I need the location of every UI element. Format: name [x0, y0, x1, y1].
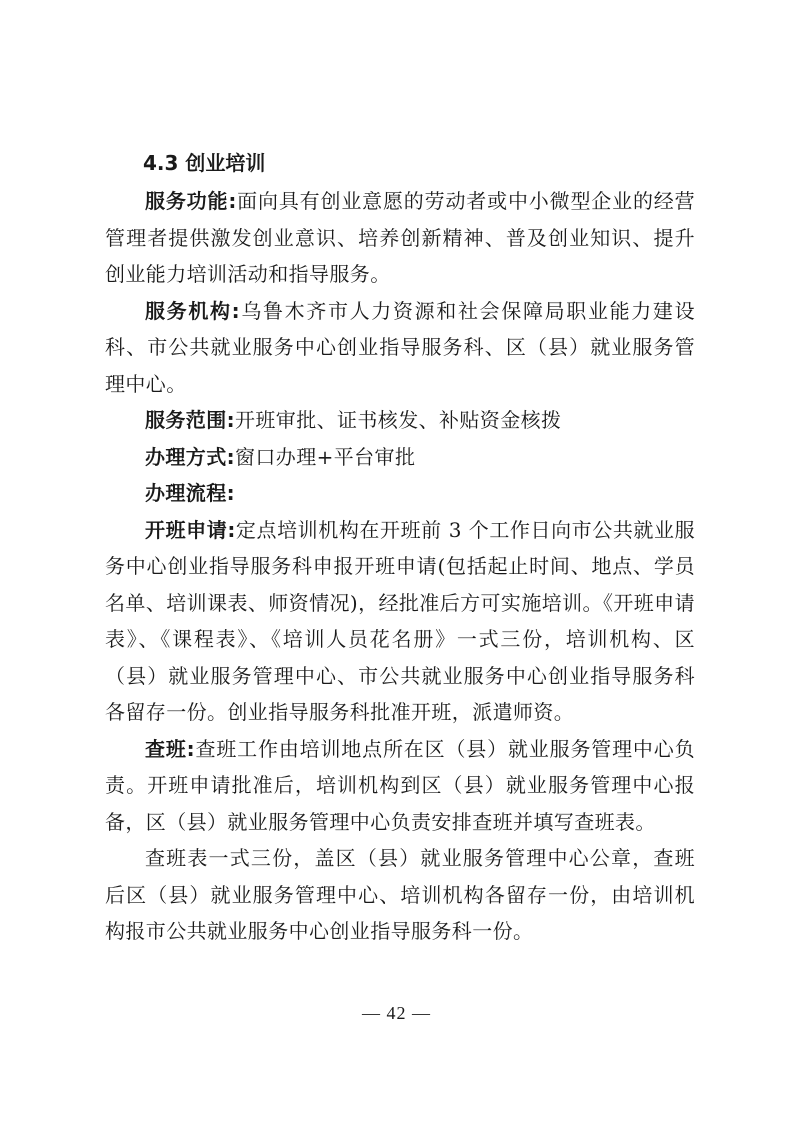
paragraph-text: 窗口办理+平台审批 [235, 444, 416, 469]
page-number: — 42 — [362, 1003, 431, 1023]
paragraph-text: 定点培训机构在开班前 3 个工作日向市公共就业服务中心创业指导服务科申报开班申请(包括起止时间、地点、学员名单、培训课表、师资情况)，经批准后方可实施培训。《开班申请表》、《课程表》、《培训人员花名册》一式三份，培训机构、区（县）就业服务管理中心、市公共就业服务中心创业指导服务科各留存一份。创业指导服务科批准开班，派遣师资。 [105, 517, 695, 724]
paragraph-service-function [105, 183, 695, 293]
page-content [105, 148, 695, 950]
paragraph-text: 面向具有创业意愿的劳动者或中小微型企业的经营管理者提供激发创业意识、培养创新精神、普及创业知识、提升创业能力培训活动和指导服务。 [105, 189, 696, 286]
paragraph-label: 开班申请: [145, 517, 236, 542]
section-title: 4.3 创业培训 [143, 151, 266, 175]
paragraph-label: 查班: [145, 736, 196, 761]
paragraph-text: 开班审批、证书核发、补贴资金核拨 [235, 408, 562, 432]
paragraph-class-application [105, 512, 695, 731]
paragraph-handling-process [105, 475, 695, 512]
paragraph-inspection-form [105, 840, 695, 950]
paragraph-service-agency [105, 293, 695, 403]
paragraph-label: 服务功能: [145, 189, 237, 213]
paragraph-label: 办理方式: [145, 444, 235, 469]
paragraph-label: 服务机构: [145, 298, 241, 323]
paragraph-class-inspection [105, 731, 695, 841]
paragraph-label: 服务范围: [145, 408, 235, 432]
paragraph-text: 乌鲁木齐市人力资源和社会保障局职业能力建设科、市公共就业服务中心创业指导服务科、区（县）就业服务管理中心。 [105, 298, 696, 396]
paragraph-handling-method [105, 439, 695, 476]
paragraph-label: 办理流程: [145, 481, 235, 505]
paragraph-service-scope [105, 402, 695, 439]
paragraph-text: 查班工作由培训地点所在区（县）就业服务管理中心负责。开班申请批准后，培训机构到区（县）就业服务管理中心报备，区（县）就业服务管理中心负责安排查班并填写查班表。 [105, 736, 695, 834]
paragraph-text: 查班表一式三份，盖区（县）就业服务管理中心公章，查班后区（县）就业服务管理中心、培训机构各留存一份，由培训机构报市公共就业服务中心创业指导服务科一份。 [105, 846, 695, 943]
